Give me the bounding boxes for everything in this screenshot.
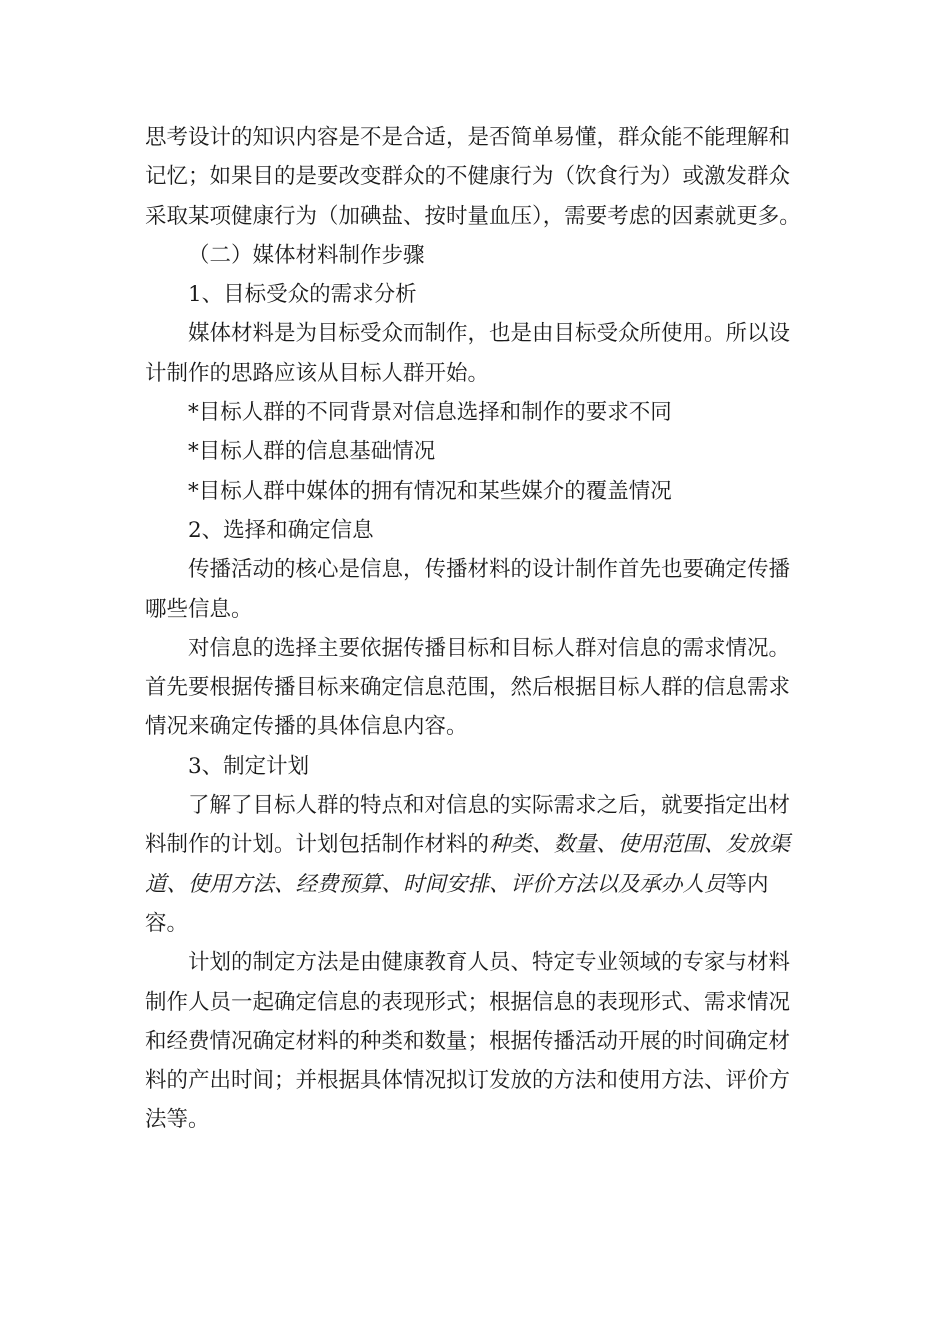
plan-text-italic: 种类、数量、使用范围、发放渠道、使用方法、经费预算、时间安排、评价方法以及承办人员 <box>145 832 791 897</box>
bullet-item-2: *目标人群的信息基础情况 <box>188 439 436 465</box>
subheading-select-info: 2、选择和确定信息 <box>188 517 374 543</box>
subheading-make-plan: 3、制定计划 <box>188 753 310 779</box>
bullet-item-1: *目标人群的不同背景对信息选择和制作的要求不同 <box>188 400 672 426</box>
plan-text-start: 了解了目标人群的特点和对信息的实际需求之后，就要指定出材料制作的计划。计划包括制作材料的 <box>145 793 791 858</box>
paragraph-audience: 媒体材料是为目标受众而制作，也是由目标受众所使用。所以设计制作的思路应该从目标人群开始。 <box>145 321 791 386</box>
section-heading-media-steps: （二）媒体材料制作步骤 <box>188 242 425 268</box>
paragraph-continued: 思考设计的知识内容是不是合适，是否简单易懂，群众能不能理解和记忆；如果目的是要改变群众的不健康行为（饮食行为）或激发群众采取某项健康行为（加碘盐、按时量血压），需要考虑的因素就更多。 <box>145 125 801 229</box>
paragraph-plan-method: 计划的制定方法是由健康教育人员、特定专业领域的专家与材料制作人员一起确定信息的表现形式；根据信息的表现形式、需求情况和经费情况确定材料的种类和数量；根据传播活动开展的时间确定材料的产出时间；并根据具体情况拟订发放的方法和使用方法、评价方法等。 <box>145 950 791 1133</box>
document-body <box>145 118 810 1140</box>
plan-text-end: 等内容。 <box>145 871 769 936</box>
subheading-audience-analysis: 1、目标受众的需求分析 <box>188 282 417 308</box>
paragraph-plan <box>145 786 810 943</box>
bullet-item-3: *目标人群中媒体的拥有情况和某些媒介的覆盖情况 <box>188 478 672 504</box>
paragraph-info-selection: 对信息的选择主要依据传播目标和目标人群对信息的需求情况。首先要根据传播目标来确定信息范围，然后根据目标人群的信息需求情况来确定传播的具体信息内容。 <box>145 635 791 740</box>
paragraph-info-core: 传播活动的核心是信息，传播材料的设计制作首先也要确定传播哪些信息。 <box>145 557 791 622</box>
